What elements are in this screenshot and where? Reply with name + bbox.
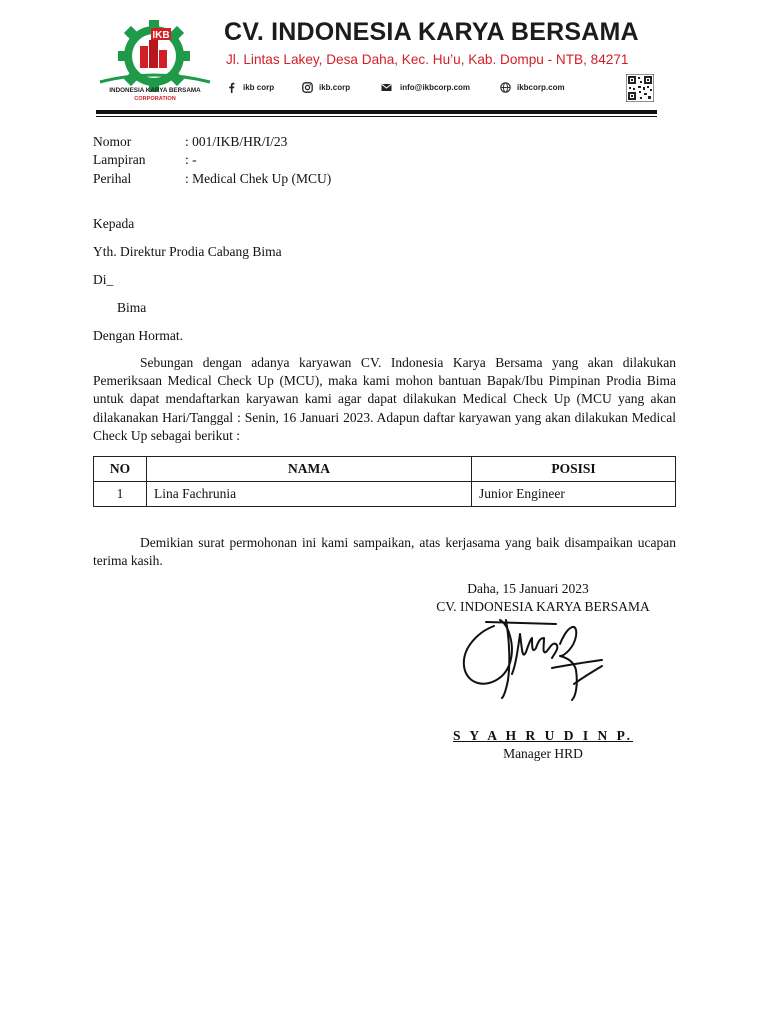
contact-email-text: info@ikbcorp.com xyxy=(400,83,471,92)
signature-company: CV. INDONESIA KARYA BERSAMA xyxy=(436,599,650,614)
meta-label-perihal: Perihal xyxy=(93,171,132,186)
instagram-icon xyxy=(302,82,313,93)
signer-title: Manager HRD xyxy=(503,746,583,761)
cell-posisi: Junior Engineer xyxy=(472,482,676,507)
header-posisi: POSISI xyxy=(472,457,676,482)
place-date: Daha, 15 Januari 2023 xyxy=(467,581,589,596)
company-name: CV. INDONESIA KARYA BERSAMA xyxy=(224,18,639,46)
meta-label-nomor: Nomor xyxy=(93,134,132,149)
cell-no: 1 xyxy=(94,482,147,507)
meta-label-lampiran: Lampiran xyxy=(93,152,146,167)
letterhead-rule-thick xyxy=(96,110,657,114)
company-address: Jl. Lintas Lakey, Desa Daha, Kec. Hu’u, Kab. Dompu - NTB, 84271 xyxy=(226,52,629,67)
contact-website-text: ikbcorp.com xyxy=(517,83,565,92)
contact-facebook xyxy=(226,82,274,93)
signer-name-text: S Y A H R U D I N P. xyxy=(452,728,634,743)
company-logo xyxy=(96,20,214,104)
handwritten-signature xyxy=(456,614,606,710)
contact-instagram xyxy=(302,82,350,93)
header-no: NO xyxy=(94,457,147,482)
recipient-kepada: Kepada xyxy=(93,216,135,231)
contact-email xyxy=(379,82,470,93)
recipient-city: Bima xyxy=(117,300,147,315)
meta-value-nomor: : 001/IKB/HR/I/23 xyxy=(185,134,288,149)
logo-caption: INDONESIA KARYA BERSAMA xyxy=(109,87,201,94)
meta-value-lampiran: : - xyxy=(185,152,197,167)
contact-facebook-text: ikb corp xyxy=(243,83,275,92)
facebook-icon xyxy=(226,82,237,93)
table-row xyxy=(94,482,676,507)
meta-value-perihal: : Medical Chek Up (MCU) xyxy=(185,171,332,186)
qr-code xyxy=(626,74,654,102)
recipient-name: Yth. Direktur Prodia Cabang Bima xyxy=(93,244,282,259)
body-paragraph: Sebungan dengan adanya karyawan CV. Indonesia Karya Bersama yang akan dilakukan Pemeriksaan Medical Check Up (MCU), maka kami mohon bantuan Bapak/Ibu Pimpinan Prodia Bima untuk dapat mendaftarkan karyawan kami agar dapat dilakukan Medical Check Up (MCU yang akan dilakanakan Hari/Tanggal : Senin, 16 Januari 2023. Adapun daftar karyawan yang akan dilakukan Medical Check Up sebagai berikut : xyxy=(93,355,676,443)
salutation: Dengan Hormat. xyxy=(93,328,183,343)
recipient-di: Di_ xyxy=(93,272,114,287)
cell-nama: Lina Fachrunia xyxy=(147,482,472,507)
globe-icon xyxy=(500,82,511,93)
logo-mark-text: IKB xyxy=(152,30,170,41)
contact-website xyxy=(500,82,565,93)
letterhead-rule-thin xyxy=(96,116,657,117)
header-nama: NAMA xyxy=(147,457,472,482)
email-icon xyxy=(379,82,394,93)
employee-table xyxy=(93,456,676,507)
logo-subcaption: CORPORATION xyxy=(134,96,176,102)
signer-name xyxy=(400,727,686,745)
contact-instagram-text: ikb.corp xyxy=(319,83,351,92)
closing-paragraph: Demikian surat permohonan ini kami sampaikan, atas kerjasama yang baik disampaikan ucapan terima kasih. xyxy=(93,535,676,569)
table-header-row xyxy=(94,457,676,482)
